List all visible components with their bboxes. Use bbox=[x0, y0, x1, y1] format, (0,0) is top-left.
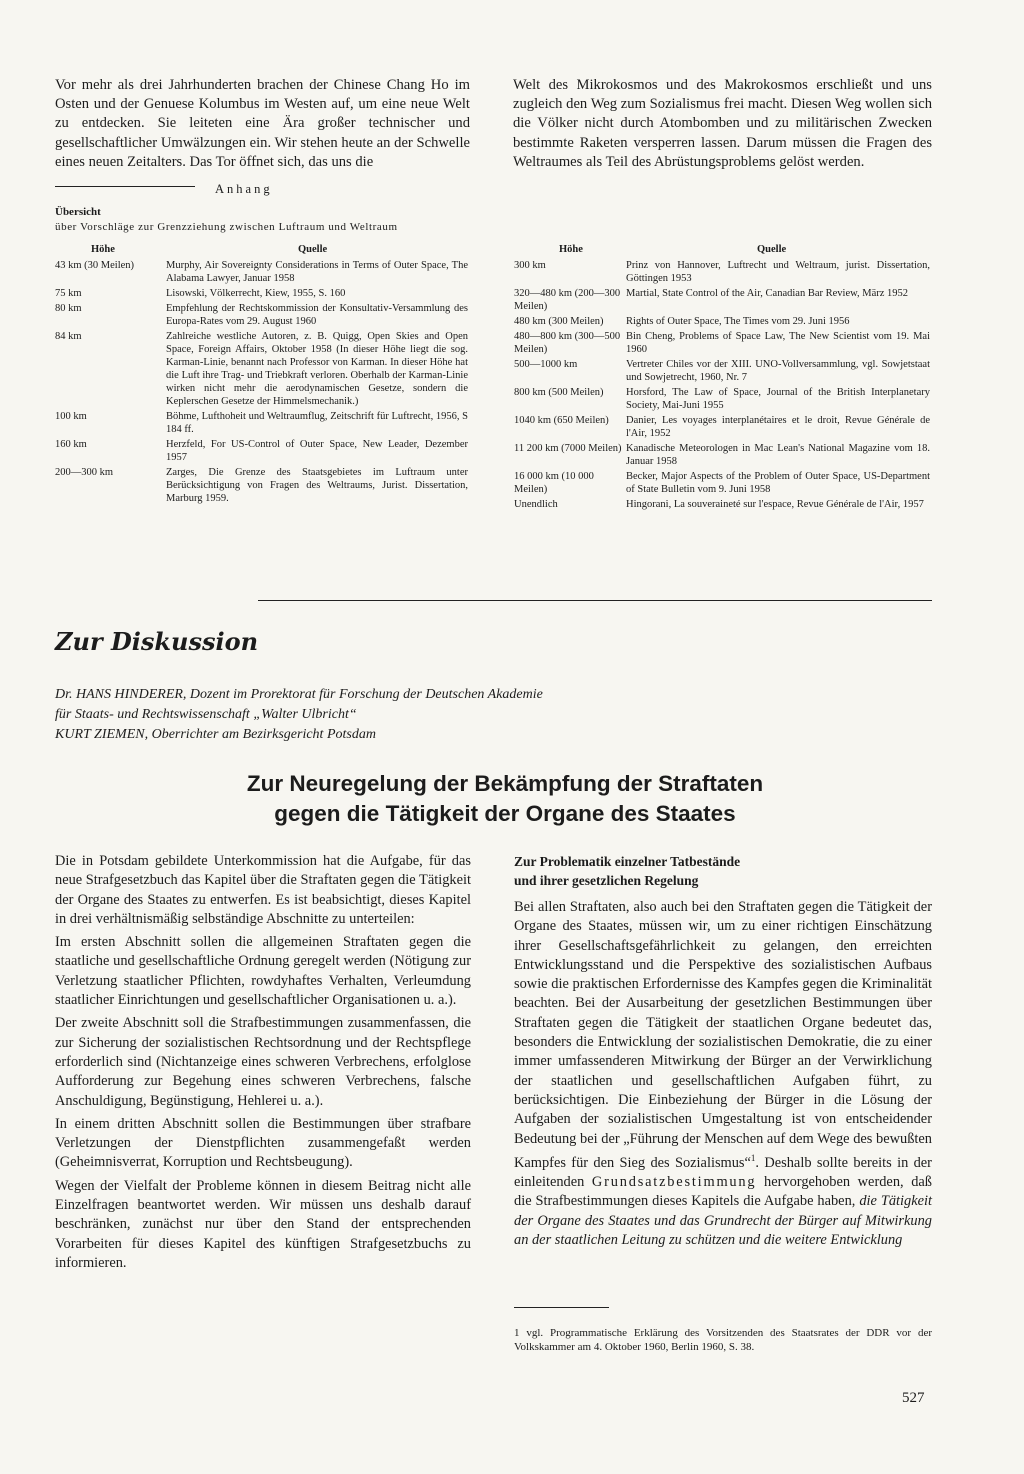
height-cell: 800 km (500 Meilen) bbox=[514, 387, 604, 398]
overview-subtitle: über Vorschläge zur Grenzziehung zwischen Luftraum und Weltraum bbox=[55, 221, 398, 233]
height-cell: 160 km bbox=[55, 439, 87, 450]
article-title bbox=[150, 769, 860, 829]
height-cell: 75 km bbox=[55, 288, 82, 299]
author-line-3: KURT ZIEMEN, Oberrichter am Bezirksgericht Potsdam bbox=[55, 727, 376, 742]
paragraph: Im ersten Abschnitt sollen die allgemeinen Straftaten gegen die staatliche und gesellschaftliche Ordnung geregelt werden (Nötigung zur Verletzung staatlicher Pflichten, rowdyhaftes Verhalten, Verleumdung staatlicher Einrichtungen und gesellschaftlicher Organisationen u. a.). bbox=[55, 934, 471, 1009]
table-row bbox=[514, 386, 930, 412]
height-cell: 100 km bbox=[55, 411, 87, 422]
source-cell: Empfehlung der Rechtskommission der Konsultativ-Versammlung des Europa-Rates vom 29. August 1960 bbox=[166, 303, 468, 327]
article-title-line-1: Zur Neuregelung der Bekämpfung der Straftaten bbox=[246, 771, 764, 796]
table-row bbox=[514, 330, 930, 356]
table-row bbox=[514, 498, 930, 511]
intro-left-column bbox=[55, 76, 470, 172]
height-cell: 1040 km (650 Meilen) bbox=[514, 415, 609, 426]
height-cell: 80 km bbox=[55, 303, 82, 314]
height-cell: 480—800 km (300—500 Meilen) bbox=[514, 331, 621, 355]
source-cell: Danier, Les voyages interplanétaires et le droit, Revue Générale de l'Air, 1952 bbox=[626, 415, 930, 439]
height-cell: 300 km bbox=[514, 260, 546, 271]
footnote-ref: 1 bbox=[750, 1152, 756, 1163]
source-cell: Becker, Major Aspects of the Problem of Outer Space, US-Department of State Bulletin vom 9. Juni 1958 bbox=[626, 471, 930, 495]
table-row bbox=[55, 302, 468, 328]
table-row bbox=[55, 330, 468, 408]
source-cell: Rights of Outer Space, The Times vom 29. Juni 1956 bbox=[626, 316, 850, 327]
subheading bbox=[514, 852, 932, 890]
source-cell: Lisowski, Völkerrecht, Kiew, 1955, S. 160 bbox=[166, 288, 346, 299]
article-title-line-2: gegen die Tätigkeit der Organe des Staates bbox=[274, 801, 736, 826]
article-left-column bbox=[55, 852, 471, 1277]
intro-right-text: Welt des Mikrokosmos und des Makrokosmos erschließt und uns zugleich den Weg zum Sozialismus frei macht. Diesen Weg wollen sich die Völker nicht durch Atombomben und zu militärischen Zwecken bestimmte Raketen versperren lassen. Darum müssen die Fragen des Weltraumes als Teil des Abrüstungsproblems gelöst werden. bbox=[513, 77, 932, 170]
right-paragraph bbox=[514, 898, 932, 1250]
footnote-rule bbox=[514, 1307, 609, 1308]
table-row bbox=[55, 287, 468, 300]
height-cell: 320—480 km (200—300 Meilen) bbox=[514, 288, 621, 312]
page-number: 527 bbox=[902, 1390, 925, 1406]
table-row bbox=[514, 315, 930, 328]
height-cell: 480 km (300 Meilen) bbox=[514, 316, 604, 327]
appendix-title: Anhang bbox=[215, 182, 273, 196]
table-row bbox=[514, 442, 930, 468]
col-height-header: Höhe bbox=[559, 244, 583, 255]
col-source-header: Quelle bbox=[757, 244, 787, 255]
overview-title: Übersicht bbox=[55, 206, 101, 218]
height-cell: 16 000 km (10 000 Meilen) bbox=[514, 471, 594, 495]
source-cell: Zarges, Die Grenze des Staatsgebietes im Luftraum unter Berücksichtigung von Fragen des Weltraums, Jurist. Dissertation, Marburg 1959. bbox=[166, 467, 468, 504]
paragraph: Der zweite Abschnitt soll die Strafbestimmungen zusammenfassen, die zur Sicherung der sozialistischen Rechtsordnung und der Rechtspflege erforderlich sind (Nichtanzeige eines schweren Verbrechens, erfolglose Aufforderung zur Begehung eines schweren Verbrechens, falsche Anschuldigung, Begünstigung, Hehlerei u. a.). bbox=[55, 1015, 471, 1109]
table-row bbox=[514, 287, 930, 313]
article-right-column bbox=[514, 852, 932, 1250]
height-cell: 500—1000 km bbox=[514, 359, 578, 370]
author-line-2: für Staats- und Rechtswissenschaft „Walter Ulbricht“ bbox=[55, 707, 357, 722]
col-source-header: Quelle bbox=[298, 244, 328, 255]
footnote: 1 vgl. Programmatische Erklärung des Vorsitzenden des Staatsrates der DDR vor der Volkskammer am 4. Oktober 1960, Berlin 1960, S. 38. bbox=[514, 1327, 932, 1353]
right-paragraph-text-cont2: hervorgehoben werden, daß die Strafbestimmungen dieses Kapitels die Aufgabe haben, bbox=[514, 1173, 932, 1210]
source-cell: Böhme, Lufthoheit und Weltraumflug, Zeitschrift für Luftrecht, 1956, S 184 ff. bbox=[166, 411, 468, 435]
height-cell: 11 200 km (7000 Meilen) bbox=[514, 443, 622, 454]
table-right bbox=[514, 243, 930, 513]
authors-block bbox=[55, 685, 755, 745]
table-row bbox=[55, 410, 468, 436]
paragraph: In einem dritten Abschnitt sollen die Bestimmungen über strafbare Verletzungen der Dienstpflichten zusammengefaßt werden (Geheimnisverrat, Korruption und Rechtsbeugung). bbox=[55, 1115, 471, 1171]
table-left-header bbox=[55, 243, 468, 259]
section-title: Zur Diskussion bbox=[55, 627, 259, 656]
source-cell: Prinz von Hannover, Luftrecht und Weltraum, jurist. Dissertation, Göttingen 1953 bbox=[626, 260, 930, 284]
spaced-term: Grundsatzbestimmung bbox=[591, 1173, 757, 1190]
height-cell: 43 km (30 Meilen) bbox=[55, 260, 135, 271]
source-cell: Zahlreiche westliche Autoren, z. B. Quigg, Open Skies and Open Space, Foreign Affairs, Oktober 1958 (In dieser Höhe liegt die sog. Karman-Linie, benannt nach Professor von Karman. In dieser Höhe hat die Luft ihre Trag- und Triebkraft verloren. Oberhalb der Karman-Linie wirken nicht mehr die aerodynamischen Gesetze, sondern die Keplerschen Gesetze der Himmelsmechanik.) bbox=[166, 331, 468, 407]
intro-right-column bbox=[513, 76, 932, 172]
paragraph: Wegen der Vielfalt der Probleme können in diesem Beitrag nicht alle Einzelfragen beantwortet werden. Wir müssen uns deshalb darauf beschränken, zunächst nur über den Stand der entsprechenden Vorarbeiten für dieses Kapitel des künftigen Strafgesetzbuchs zu informieren. bbox=[55, 1177, 471, 1271]
table-right-header bbox=[514, 243, 930, 259]
table-row bbox=[55, 438, 468, 464]
subheading-line-1: Zur Problematik einzelner Tatbestände bbox=[514, 854, 741, 869]
source-cell: Martial, State Control of the Air, Canadian Bar Review, März 1952 bbox=[626, 288, 909, 299]
source-cell: Murphy, Air Sovereignty Considerations in Terms of Outer Space, The Alabama Lawyer, Januar 1958 bbox=[166, 260, 468, 284]
subheading-line-2: und ihrer gesetzlichen Regelung bbox=[514, 873, 699, 888]
right-paragraph-text-cont: . Deshalb sollte bereits in der einleitenden bbox=[514, 1154, 932, 1190]
source-cell: Bin Cheng, Problems of Space Law, The New Scientist vom 19. Mai 1960 bbox=[626, 331, 930, 355]
table-row bbox=[55, 259, 468, 285]
appendix-left-rule bbox=[55, 186, 195, 187]
italic-emphasis: die Tätigkeit der Organe des Staates und das Grundrecht der Bürger auf Mitwirkung an der staatlichen Leitung zu schützen und die weitere Entwicklung bbox=[514, 1193, 932, 1248]
table-row bbox=[514, 259, 930, 285]
source-cell: Kanadische Meteorologen in Mac Lean's National Magazine vom 18. Januar 1958 bbox=[626, 443, 930, 467]
source-cell: Hingorani, La souveraineté sur l'espace, Revue Générale de l'Air, 1957 bbox=[626, 499, 924, 510]
table-row bbox=[514, 414, 930, 440]
table-row bbox=[514, 358, 930, 384]
table-row bbox=[514, 470, 930, 496]
source-cell: Herzfeld, For US-Control of Outer Space, New Leader, Dezember 1957 bbox=[166, 439, 468, 463]
section-separator bbox=[258, 600, 932, 601]
height-cell: 200—300 km bbox=[55, 467, 114, 478]
height-cell: Unendlich bbox=[514, 499, 558, 510]
height-cell: 84 km bbox=[55, 331, 82, 342]
author-line-1: Dr. HANS HINDERER, Dozent im Prorektorat für Forschung der Deutschen Akademie bbox=[55, 687, 543, 702]
source-cell: Vertreter Chiles vor der XIII. UNO-Vollversammlung, vgl. Sowjetstaat und Sowjetrecht, 1960, Nr. 7 bbox=[626, 359, 930, 383]
intro-left-text: Vor mehr als drei Jahrhunderten brachen der Chinese Chang Ho im Osten und der Genuese Kolumbus im Westen auf, um eine neue Welt zu entdecken. Sie leiteten eine Ära großer technischer und gesellschaftlicher Umwälzungen ein. Wir stehen heute an der Schwelle eines neuen Zeitalters. Das Tor öffnet sich, das uns die bbox=[55, 77, 470, 170]
col-height-header: Höhe bbox=[91, 244, 115, 255]
right-paragraph-text: Bei allen Straftaten, also auch bei den Straftaten gegen die Tätigkeit der Organe des Staates, müssen wir, um zu einer richtigen Einschätzung ihrer Gesellschaftsgefährlichkeit zu gelangen, den erreichten Entwicklungsstand und die Perspektive des sozialistischen Aufbaus sowie die praktischen Erfordernisse des Kampfes gegen die Kriminalität beachten. Bei der Ausarbeitung der gesetzlichen Bestimmungen über Straftaten gegen die Tätigkeit der staatlichen Organe bedeutet das, besonders die Entwicklung der sozialistischen Demokratie, die zu einer immer umfassenderen Mitwirkung der Bürger an der Verwirklichung der staatlichen und gesellschaftlichen Aufgaben führt, zu berücksichtigen. Die Einbeziehung der Bürger in die Lösung der Aufgaben der sozialistischen Umgestaltung ist von entscheidender Bedeutung bei der „Führung der Menschen auf dem Wege des bewußten Kampfes für den Sieg des Sozialismus“ bbox=[514, 899, 932, 1171]
table-row bbox=[55, 466, 468, 505]
table-left bbox=[55, 243, 468, 507]
source-cell: Horsford, The Law of Space, Journal of the British Interplanetary Society, Mai-Juni 1955 bbox=[626, 387, 930, 411]
paragraph: Die in Potsdam gebildete Unterkommission hat die Aufgabe, für das neue Strafgesetzbuch das Kapitel über die Straftaten gegen die Tätigkeit der Organe des Staates zu entwerfen. Es ist beabsichtigt, dieses Kapitel in drei verhältnismäßig selbständige Abschnitte zu unterteilen: bbox=[55, 853, 471, 927]
